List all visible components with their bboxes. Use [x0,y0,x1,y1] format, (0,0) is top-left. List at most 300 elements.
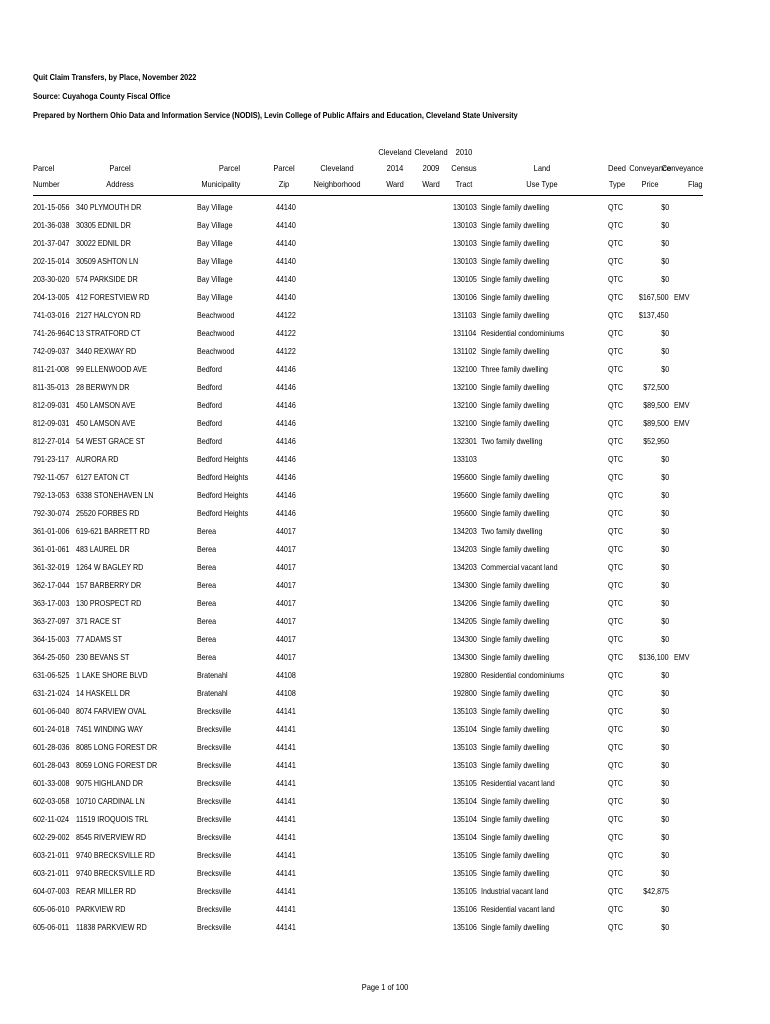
cell-municipality: Berea [197,634,217,644]
cell-zip: 44017 [276,562,296,572]
cell-price: $72,500 [643,382,669,392]
cell-municipality: Berea [197,544,217,554]
cell-parcel-address: 54 WEST GRACE ST [76,436,145,446]
cell-municipality: Brecksville [197,922,232,932]
table-row [0,594,770,612]
cell-land-use: Single family dwelling [481,400,550,410]
cell-price: $0 [661,796,669,806]
table-row [0,378,770,396]
cell-parcel-address: 130 PROSPECT RD [76,598,142,608]
cell-zip: 44017 [276,544,296,554]
cell-price: $0 [661,724,669,734]
cell-price: $0 [661,526,669,536]
cell-flag: EMV [674,418,690,428]
cell-zip: 44140 [276,292,296,302]
cell-price: $0 [661,760,669,770]
cell-price: $0 [661,490,669,500]
cell-land-use: Commercial vacant land [481,562,558,572]
cell-deed-type: QTC [608,742,624,752]
cell-price: $0 [661,832,669,842]
column-header-parcel-address: Parcel [109,163,131,173]
cell-land-use: Single family dwelling [481,688,550,698]
cell-municipality: Beachwood [197,328,235,338]
column-header-ward-2014: Ward [386,179,404,189]
table-row [0,882,770,900]
cell-zip: 44141 [276,904,296,914]
cell-parcel-number: 811-21-008 [33,364,69,374]
cell-land-use: Two family dwelling [481,526,543,536]
table-row [0,270,770,288]
cell-parcel-address: 3440 REXWAY RD [76,346,137,356]
cell-zip: 44146 [276,436,296,446]
cell-parcel-number: 792-30-074 [33,508,70,518]
cell-census-tract: 135106 [453,922,477,932]
cell-parcel-number: 201-36-038 [33,220,70,230]
cell-land-use: Single family dwelling [481,814,550,824]
cell-zip: 44140 [276,274,296,284]
page-number: Page 1 of 100 [361,982,409,992]
cell-census-tract: 134205 [453,616,477,626]
cell-parcel-number: 631-06-525 [33,670,70,680]
cell-parcel-address: 483 LAUREL DR [76,544,130,554]
cell-census-tract: 192800 [453,688,477,698]
column-header-municipality: Municipality [200,179,240,189]
cell-parcel-number: 201-15-056 [33,202,70,212]
cell-price: $0 [661,778,669,788]
cell-zip: 44108 [276,688,296,698]
cell-census-tract: 135105 [453,778,477,788]
cell-parcel-address: 1 LAKE SHORE BLVD [76,670,148,680]
cell-price: $0 [661,850,669,860]
cell-municipality: Bratenahl [197,670,228,680]
cell-deed-type: QTC [608,670,624,680]
cell-land-use: Three family dwelling [481,364,549,374]
cell-zip: 44141 [276,868,296,878]
cell-deed-type: QTC [608,256,624,266]
cell-parcel-number: 364-25-050 [33,652,70,662]
cell-deed-type: QTC [608,508,624,518]
column-header-ward-2009: Ward [422,179,440,189]
table-row [0,738,770,756]
cell-census-tract: 130103 [453,202,477,212]
cell-parcel-number: 603-21-011 [33,868,69,878]
cell-parcel-address: 9740 BRECKSVILLE RD [76,868,155,878]
cell-land-use: Single family dwelling [481,598,550,608]
cell-land-use: Single family dwelling [481,544,550,554]
cell-deed-type: QTC [608,364,624,374]
cell-price: $0 [661,508,669,518]
cell-census-tract: 135105 [453,886,477,896]
table-row [0,396,770,414]
cell-price: $0 [661,544,669,554]
cell-land-use: Single family dwelling [481,706,550,716]
cell-zip: 44141 [276,814,296,824]
cell-zip: 44146 [276,400,296,410]
table-row [0,630,770,648]
cell-price: $0 [661,598,669,608]
cell-census-tract: 130103 [453,256,477,266]
cell-price: $0 [661,220,669,230]
cell-price: $0 [661,688,669,698]
cell-deed-type: QTC [608,724,624,734]
cell-zip: 44122 [276,346,296,356]
cell-parcel-number: 364-15-003 [33,634,70,644]
table-row [0,360,770,378]
cell-census-tract: 131104 [453,328,477,338]
cell-land-use: Single family dwelling [481,652,550,662]
cell-municipality: Berea [197,526,217,536]
cell-land-use: Single family dwelling [481,256,550,266]
cell-deed-type: QTC [608,328,624,338]
cell-parcel-number: 602-03-058 [33,796,70,806]
cell-parcel-number: 201-37-047 [33,238,70,248]
cell-zip: 44140 [276,256,296,266]
cell-census-tract: 192800 [453,670,477,680]
table-row [0,504,770,522]
cell-price: $136,100 [639,652,669,662]
cell-municipality: Bedford [197,382,222,392]
cell-deed-type: QTC [608,238,624,248]
cell-parcel-address: 2127 HALCYON RD [76,310,141,320]
cell-deed-type: QTC [608,760,624,770]
cell-census-tract: 135105 [453,868,477,878]
cell-deed-type: QTC [608,310,624,320]
cell-price: $0 [661,454,669,464]
cell-land-use: Single family dwelling [481,310,550,320]
cell-price: $0 [661,256,669,266]
cell-census-tract: 130103 [453,238,477,248]
table-row [0,648,770,666]
cell-census-tract: 134300 [453,652,477,662]
cell-land-use: Residential vacant land [481,904,555,914]
cell-municipality: Bedford [197,418,222,428]
cell-zip: 44141 [276,922,296,932]
cell-zip: 44017 [276,616,296,626]
cell-land-use: Residential vacant land [481,778,555,788]
cell-price: $0 [661,364,669,374]
cell-municipality: Brecksville [197,796,232,806]
cell-parcel-address: 30022 EDNIL DR [76,238,131,248]
cell-census-tract: 134206 [453,598,477,608]
cell-land-use: Single family dwelling [481,508,550,518]
cell-municipality: Bedford [197,400,222,410]
cell-deed-type: QTC [608,688,624,698]
cell-price: $0 [661,922,669,932]
cell-parcel-address: 8074 FARVIEW OVAL [76,706,147,716]
cell-census-tract: 130105 [453,274,477,284]
cell-land-use: Single family dwelling [481,724,550,734]
column-header-census-tract: Census [451,163,477,173]
cell-municipality: Bay Village [197,274,233,284]
column-header-census-tract: 2010 [455,147,473,157]
cell-deed-type: QTC [608,274,624,284]
cell-municipality: Brecksville [197,742,232,752]
table-row [0,756,770,774]
cell-price: $52,950 [643,436,669,446]
column-header-deed-type: Deed [608,163,626,173]
cell-zip: 44122 [276,328,296,338]
cell-parcel-address: 450 LAMSON AVE [76,400,136,410]
cell-parcel-address: 230 BEVANS ST [76,652,130,662]
cell-price: $0 [661,562,669,572]
cell-flag: EMV [674,652,690,662]
cell-parcel-address: 6338 STONEHAVEN LN [76,490,154,500]
cell-census-tract: 132100 [453,400,477,410]
cell-zip: 44141 [276,742,296,752]
cell-flag: EMV [674,400,690,410]
cell-land-use: Single family dwelling [481,616,550,626]
cell-census-tract: 134203 [453,544,477,554]
table-row [0,288,770,306]
cell-parcel-number: 812-27-014 [33,436,70,446]
cell-parcel-address: 340 PLYMOUTH DR [76,202,142,212]
cell-zip: 44141 [276,796,296,806]
cell-deed-type: QTC [608,634,624,644]
cell-price: $167,500 [639,292,669,302]
cell-price: $0 [661,634,669,644]
table-row [0,864,770,882]
cell-deed-type: QTC [608,904,624,914]
table-row [0,702,770,720]
cell-parcel-number: 792-11-057 [33,472,69,482]
table-row [0,576,770,594]
cell-parcel-number: 601-28-043 [33,760,70,770]
cell-census-tract: 132301 [453,436,477,446]
cell-land-use: Single family dwelling [481,346,550,356]
table-row [0,216,770,234]
table-row [0,306,770,324]
cell-municipality: Brecksville [197,760,232,770]
cell-parcel-address: 450 LAMSON AVE [76,418,136,428]
cell-deed-type: QTC [608,832,624,842]
column-header-ward-2009: 2009 [422,163,440,173]
cell-census-tract: 135106 [453,904,477,914]
cell-price: $0 [661,346,669,356]
table-row [0,684,770,702]
cell-parcel-address: 8545 RIVERVIEW RD [76,832,147,842]
cell-census-tract: 133103 [453,454,477,464]
cell-price: $0 [661,274,669,284]
cell-parcel-address: 30305 EDNIL DR [76,220,131,230]
cell-zip: 44141 [276,886,296,896]
cell-parcel-address: 99 ELLENWOOD AVE [76,364,147,374]
table-row [0,522,770,540]
cell-deed-type: QTC [608,472,624,482]
cell-land-use: Single family dwelling [481,850,550,860]
cell-land-use: Single family dwelling [481,238,550,248]
cell-deed-type: QTC [608,346,624,356]
cell-land-use: Single family dwelling [481,292,550,302]
cell-parcel-address: 1264 W BAGLEY RD [76,562,144,572]
cell-census-tract: 195600 [453,472,477,482]
cell-price: $89,500 [643,400,669,410]
cell-parcel-address: REAR MILLER RD [76,886,136,896]
cell-zip: 44141 [276,706,296,716]
cell-parcel-number: 363-17-003 [33,598,70,608]
cell-municipality: Brecksville [197,706,232,716]
table-row [0,846,770,864]
cell-deed-type: QTC [608,400,624,410]
cell-parcel-number: 361-01-006 [33,526,70,536]
cell-price: $0 [661,202,669,212]
cell-parcel-address: 13 STRATFORD CT [76,328,141,338]
cell-deed-type: QTC [608,580,624,590]
table-row [0,900,770,918]
cell-municipality: Bedford [197,436,222,446]
cell-municipality: Bay Village [197,238,233,248]
cell-deed-type: QTC [608,814,624,824]
column-header-deed-type: Type [608,179,626,189]
cell-price: $0 [661,328,669,338]
column-header-ward-2014: 2014 [386,163,404,173]
cell-parcel-number: 792-13-053 [33,490,70,500]
cell-deed-type: QTC [608,922,624,932]
cell-land-use: Residential condominiums [481,670,565,680]
cell-municipality: Brecksville [197,832,232,842]
cell-parcel-number: 202-15-014 [33,256,70,266]
cell-deed-type: QTC [608,778,624,788]
cell-deed-type: QTC [608,652,624,662]
cell-parcel-address: 10710 CARDINAL LN [76,796,145,806]
cell-land-use: Two family dwelling [481,436,543,446]
cell-land-use: Single family dwelling [481,382,550,392]
cell-zip: 44146 [276,418,296,428]
cell-parcel-address: 371 RACE ST [76,616,121,626]
cell-municipality: Bedford [197,364,222,374]
cell-municipality: Beachwood [197,310,235,320]
cell-census-tract: 132100 [453,364,477,374]
cell-municipality: Brecksville [197,724,232,734]
cell-municipality: Brecksville [197,868,232,878]
cell-deed-type: QTC [608,706,624,716]
table-row [0,540,770,558]
cell-municipality: Bedford Heights [197,454,249,464]
table-row [0,918,770,936]
column-header-ward-2009: Cleveland [414,147,448,157]
cell-land-use: Single family dwelling [481,868,550,878]
cell-census-tract: 132100 [453,418,477,428]
cell-land-use: Single family dwelling [481,832,550,842]
cell-parcel-number: 603-21-011 [33,850,69,860]
cell-deed-type: QTC [608,562,624,572]
column-header-zip: Zip [278,179,290,189]
cell-parcel-address: PARKVIEW RD [76,904,126,914]
cell-municipality: Berea [197,616,217,626]
cell-zip: 44017 [276,634,296,644]
cell-parcel-number: 601-24-018 [33,724,70,734]
cell-parcel-address: 6127 EATON CT [76,472,130,482]
cell-zip: 44017 [276,598,296,608]
header-divider [33,195,703,196]
cell-land-use: Industrial vacant land [481,886,549,896]
cell-parcel-number: 601-33-008 [33,778,70,788]
cell-land-use: Single family dwelling [481,634,550,644]
cell-deed-type: QTC [608,544,624,554]
cell-zip: 44017 [276,652,296,662]
cell-zip: 44146 [276,454,296,464]
table-row [0,450,770,468]
column-header-price: Price [641,179,659,189]
cell-price: $0 [661,670,669,680]
cell-parcel-address: 9075 HIGHLAND DR [76,778,144,788]
cell-parcel-address: 25520 FORBES RD [76,508,140,518]
column-header-parcel-number: Number [33,179,60,189]
cell-census-tract: 134203 [453,526,477,536]
cell-deed-type: QTC [608,868,624,878]
cell-zip: 44146 [276,382,296,392]
cell-land-use: Single family dwelling [481,202,550,212]
cell-census-tract: 135104 [453,832,477,842]
cell-deed-type: QTC [608,850,624,860]
cell-municipality: Berea [197,652,217,662]
cell-price: $0 [661,904,669,914]
cell-price: $89,500 [643,418,669,428]
cell-parcel-number: 604-07-003 [33,886,70,896]
cell-census-tract: 135103 [453,706,477,716]
table-row [0,774,770,792]
table-row [0,252,770,270]
column-header-neighborhood: Cleveland [320,163,354,173]
cell-census-tract: 131103 [453,310,477,320]
column-header-land-use: Land [533,163,551,173]
report-source: Source: Cuyahoga County Fiscal Office [33,91,171,101]
cell-parcel-address: 30509 ASHTON LN [76,256,139,266]
column-header-price: Conveyance [629,163,671,173]
cell-land-use: Single family dwelling [481,760,550,770]
cell-municipality: Bay Village [197,292,233,302]
cell-census-tract: 135104 [453,724,477,734]
cell-land-use: Single family dwelling [481,922,550,932]
cell-land-use: Residential condominiums [481,328,565,338]
cell-land-use: Single family dwelling [481,418,550,428]
table-row [0,468,770,486]
cell-municipality: Bay Village [197,202,233,212]
cell-price: $42,875 [643,886,669,896]
cell-deed-type: QTC [608,418,624,428]
column-header-flag: Flag [688,179,703,189]
cell-deed-type: QTC [608,454,624,464]
cell-parcel-number: 602-29-002 [33,832,70,842]
cell-land-use: Single family dwelling [481,490,550,500]
cell-census-tract: 131102 [453,346,477,356]
cell-census-tract: 135105 [453,850,477,860]
cell-municipality: Bedford Heights [197,508,249,518]
cell-zip: 44108 [276,670,296,680]
table-row [0,324,770,342]
cell-parcel-address: 619-621 BARRETT RD [76,526,150,536]
cell-municipality: Brecksville [197,850,232,860]
cell-zip: 44141 [276,850,296,860]
cell-census-tract: 135104 [453,796,477,806]
cell-parcel-number: 362-17-044 [33,580,70,590]
cell-census-tract: 130106 [453,292,477,302]
cell-land-use: Single family dwelling [481,220,550,230]
cell-zip: 44140 [276,238,296,248]
column-header-census-tract: Tract [455,179,473,189]
report-title: Quit Claim Transfers, by Place, November 2022 [33,72,197,82]
cell-parcel-address: 8085 LONG FOREST DR [76,742,158,752]
cell-municipality: Bedford Heights [197,490,249,500]
cell-parcel-number: 811-35-013 [33,382,69,392]
cell-parcel-address: 412 FORESTVIEW RD [76,292,150,302]
cell-price: $0 [661,580,669,590]
cell-parcel-number: 741-26-964C [33,328,75,338]
cell-deed-type: QTC [608,526,624,536]
cell-census-tract: 134300 [453,634,477,644]
cell-census-tract: 195600 [453,490,477,500]
cell-parcel-number: 361-32-019 [33,562,70,572]
cell-parcel-number: 741-03-016 [33,310,70,320]
